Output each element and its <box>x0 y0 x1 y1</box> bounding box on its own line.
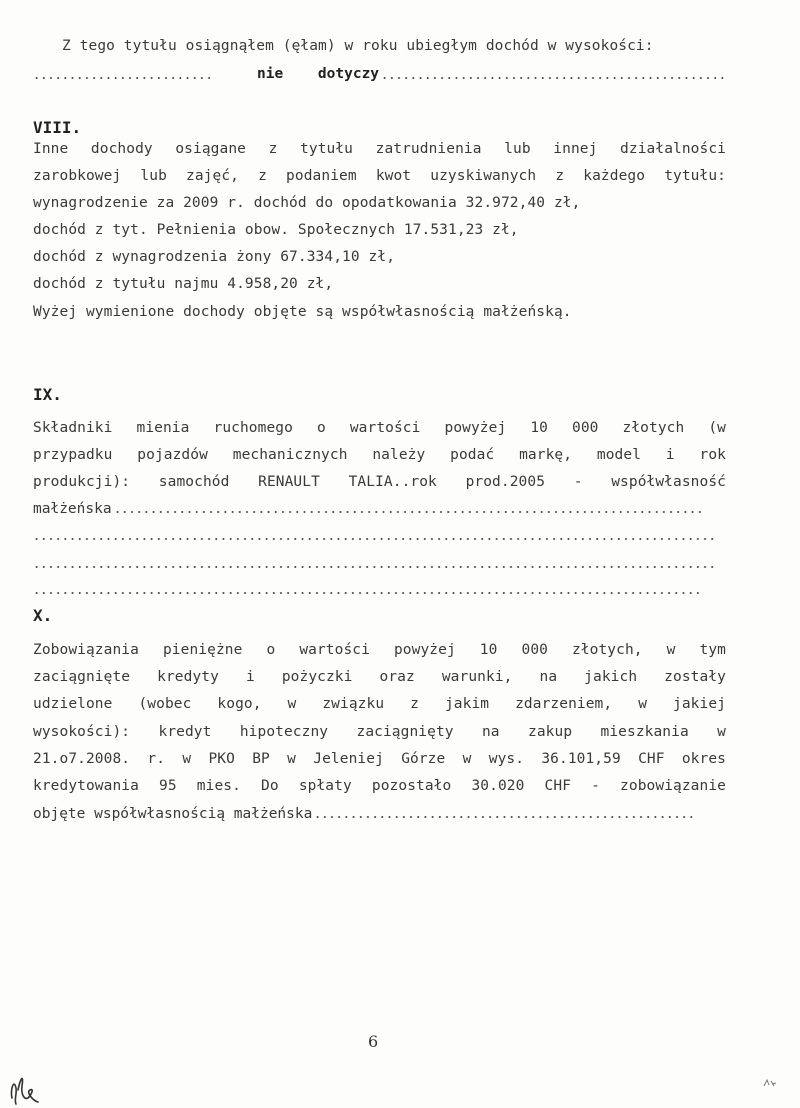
income-value: nie dotyczy <box>257 66 380 82</box>
section-ix-last-line <box>33 499 705 519</box>
section-x-line: Zobowiązania pieniężne o wartości powyżej 10 000 złotych, w tym <box>33 642 726 658</box>
section-viii-line: dochód z tytułu najmu 4.958,20 zł, <box>33 276 334 292</box>
dotted-blank-line <box>33 538 715 540</box>
section-viii-line: Inne dochody osiągane z tytułu zatrudnienia lub innej działalności <box>33 141 726 157</box>
section-viii-line: dochód z wynagrodzenia żony 67.334,10 zł, <box>33 249 396 265</box>
dotted-blank-line <box>33 592 701 594</box>
dotted-blank-line <box>33 566 715 568</box>
section-x-last-text: objęte współwłasnością małżeńska <box>33 806 313 822</box>
section-ix-line: produkcji): samochód RENAULT TALIA..rok prod.2005 - współwłasność <box>33 474 726 490</box>
dotted-fill <box>314 816 697 818</box>
handwritten-initials <box>6 1060 46 1106</box>
section-x-last-line <box>33 804 697 824</box>
section-x-line: 21.o7.2008. r. w PKO BP w Jeleniej Górze w wys. 36.101,59 CHF okres <box>33 751 726 767</box>
income-value-row <box>33 64 726 84</box>
section-x-line: kredytowania 95 mies. Do spłaty pozostało 30.020 CHF - zobowiązanie <box>33 778 726 794</box>
dotted-fill-right <box>381 77 726 79</box>
section-ix-line: przypadku pojazdów mechanicznych należy podać markę, model i rok <box>33 447 726 463</box>
section-viii-heading: VIII. <box>33 118 82 137</box>
section-viii-line: Wyżej wymienione dochody objęte są współwłasnością małżeńską. <box>33 304 572 320</box>
section-ix-line: Składniki mienia ruchomego o wartości powyżej 10 000 złotych (w <box>33 420 726 436</box>
income-statement-line: Z tego tytułu osiągnąłem (ęłam) w roku ubiegłym dochód w wysokości: <box>62 38 654 54</box>
page-number: 6 <box>368 1032 379 1051</box>
dotted-fill-left <box>33 77 213 79</box>
dotted-fill <box>114 511 705 513</box>
section-x-heading: X. <box>33 606 53 625</box>
section-x-line: wysokości): kredyt hipoteczny zaciągnięty na zakup mieszkania w <box>33 724 726 740</box>
section-x-line: udzielone (wobec kogo, w związku z jakim zdarzeniem, w jakiej <box>33 696 726 712</box>
section-ix-last-text: małżeńska <box>33 501 112 517</box>
section-viii-line: dochód z tyt. Pełnienia obow. Społecznych 17.531,23 zł, <box>33 222 519 238</box>
section-viii-line: zarobkowej lub zajęć, z podaniem kwot uzyskiwanych z każdego tytułu: <box>33 168 726 184</box>
section-ix-heading: IX. <box>33 385 62 404</box>
scan-mark <box>763 1078 777 1088</box>
section-x-line: zaciągnięte kredyty i pożyczki oraz warunki, na jakich zostały <box>33 669 726 685</box>
section-viii-line: wynagrodzenie za 2009 r. dochód do opodatkowania 32.972,40 zł, <box>33 195 581 211</box>
